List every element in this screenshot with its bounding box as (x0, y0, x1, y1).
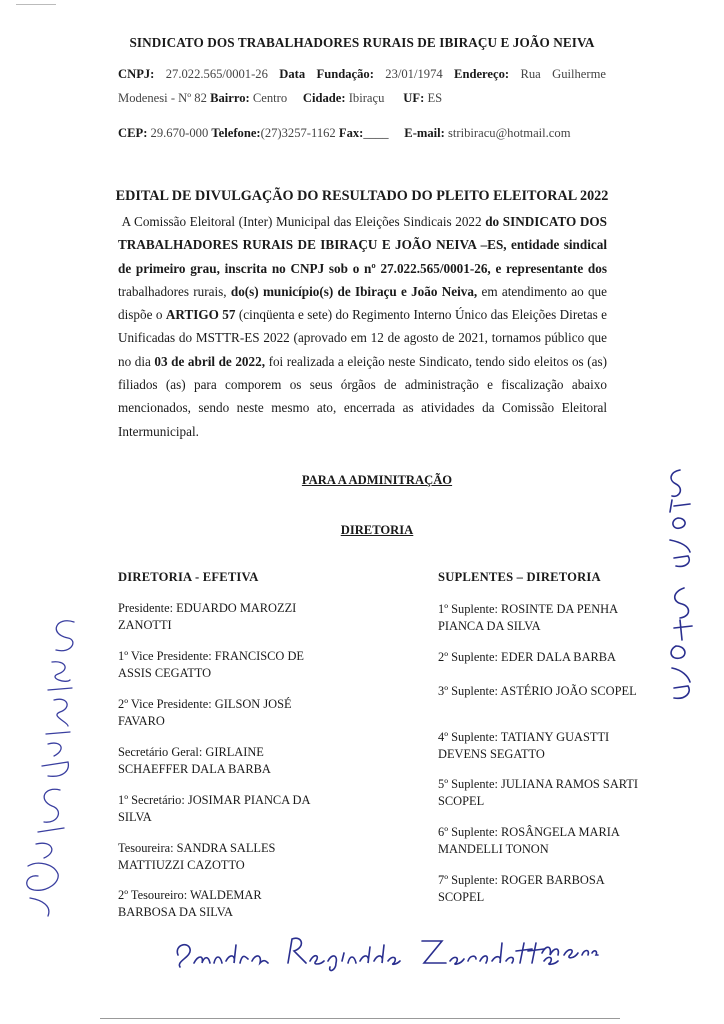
efetiva-entry: 2º Vice Presidente: GILSON JOSÉ FAVARO (118, 697, 292, 728)
efetiva-entry: Secretário Geral: GIRLAINE SCHAEFFER DALA BARBA (118, 745, 271, 776)
scan-mark (16, 4, 56, 5)
efetiva-entry: Tesoureira: SANDRA SALLES MATTIUZZI CAZOTTO (118, 841, 276, 872)
body-part-3b: ARTIGO 57 (165, 307, 236, 323)
cnpj-value: 27.022.565/0001-26 (165, 67, 268, 81)
efetiva-heading: DIRETORIA - EFETIVA (118, 570, 259, 584)
suplente-entry: 3º Suplente: ASTÉRIO JOÃO SCOPEL (438, 684, 637, 698)
telefone-value: (27)3257-1162 (260, 126, 336, 140)
efetiva-entry: 1º Secretário: JOSIMAR PIANCA DA SILVA (118, 793, 310, 824)
body-part-4: (cinqüenta e sete) do Regimento Interno Único das Eleições Diretas e Unificadas do MSTTR-ES 2022 (aprovado em 12 de agosto de 2021, tornamos público que no dia (118, 307, 608, 369)
info-line-1 (118, 64, 606, 85)
suplente-entry: 1º Suplente: ROSINTE DA PENHA PIANCA DA SILVA (438, 602, 618, 633)
bairro-value: Centro (252, 91, 288, 105)
fax-label: Fax: (338, 126, 364, 140)
cnpj-label: CNPJ: (118, 67, 155, 81)
edital-body (118, 210, 607, 443)
fundacao-label: Data Fundação: (279, 67, 374, 81)
cidade-label: Cidade: (302, 91, 346, 105)
email-value: stribiracu@hotmail.com (448, 126, 571, 140)
fundacao-value: 23/01/1974 (385, 67, 443, 81)
edital-title: EDITAL DE DIVULGAÇÃO DO RESULTADO DO PLEITO ELEITORAL 2022 (115, 188, 609, 204)
body-part-4b: 03 de abril de 2022, (154, 353, 266, 369)
signature-bottom (170, 925, 600, 975)
signature-right (650, 460, 710, 710)
efetiva-entry: Presidente: EDUARDO MAROZZI ZANOTTI (118, 601, 297, 632)
bottom-rule (100, 1018, 620, 1019)
section-diretoria-title: DIRETORIA (340, 523, 414, 537)
suplente-entry: 4º Suplente: TATIANY GUASTTI DEVENS SEGATTO (438, 730, 610, 761)
cidade-value: Ibiraçu (348, 91, 385, 105)
info-line-3 (118, 123, 606, 144)
suplentes-heading: SUPLENTES – DIRETORIA (438, 570, 601, 584)
body-part-5: foi realizada a eleição neste Sindicato, tendo sido eleitos os (as) filiados (as) para comporem os seus órgãos de administração e fiscalização abaixo mencionados, sendo neste mesmo ato, encerrada as atividades da Comissão Eleitoral Intermunicipal. (118, 353, 607, 439)
cep-value: 29.670-000 (150, 126, 209, 140)
body-part-1b: do SINDICATO DOS TRABALHADORES RURAIS DE IBIRAÇU E JOÃO NEIVA –ES, entidade sindical de primeiro grau, inscrita no CNPJ sob o nº 27.022.565/0001-26, e representante dos (118, 214, 608, 276)
union-name: SINDICATO DOS TRABALHADORES RURAIS DE IBIRAÇU E JOÃO NEIVA (129, 35, 595, 50)
efetiva-entry: 1º Vice Presidente: FRANCISCO DE ASSIS CEGATTO (118, 649, 304, 680)
body-part-1: A Comissão Eleitoral (Inter) Municipal das Eleições Sindicais 2022 (121, 214, 486, 229)
endereco-value-3: Modenesi - Nº 82 (118, 91, 207, 105)
cep-label: CEP: (118, 126, 148, 140)
suplente-entry: 5º Suplente: JULIANA RAMOS SARTI SCOPEL (438, 777, 638, 808)
body-part-3: em atendimento ao que dispõe o (118, 283, 608, 323)
uf-label: UF: (403, 91, 425, 105)
section-admin-title: PARA A ADMINITRAÇÃO (301, 473, 453, 487)
endereco-label: Endereço: (454, 67, 510, 81)
signature-left (8, 610, 88, 920)
email-label: E-mail: (404, 126, 445, 140)
fax-value: ____ (363, 126, 389, 140)
body-part-2b: do(s) município(s) de Ibiraçu e João Neiva, (230, 283, 478, 299)
suplente-entry: 7º Suplente: ROGER BARBOSA SCOPEL (438, 873, 604, 904)
endereco-value-2: Guilherme (552, 67, 606, 81)
uf-value: ES (427, 91, 443, 105)
telefone-label: Telefone: (211, 126, 261, 140)
endereco-value-1: Rua (520, 67, 541, 81)
suplente-entry: 2º Suplente: EDER DALA BARBA (438, 650, 616, 664)
info-line-2 (118, 88, 606, 109)
body-part-2: trabalhadores rurais, (118, 283, 231, 299)
suplente-entry: 6º Suplente: ROSÂNGELA MARIA MANDELLI TONON (438, 825, 620, 856)
bairro-label: Bairro: (210, 91, 250, 105)
efetiva-entry: 2º Tesoureiro: WALDEMAR BARBOSA DA SILVA (118, 888, 262, 919)
